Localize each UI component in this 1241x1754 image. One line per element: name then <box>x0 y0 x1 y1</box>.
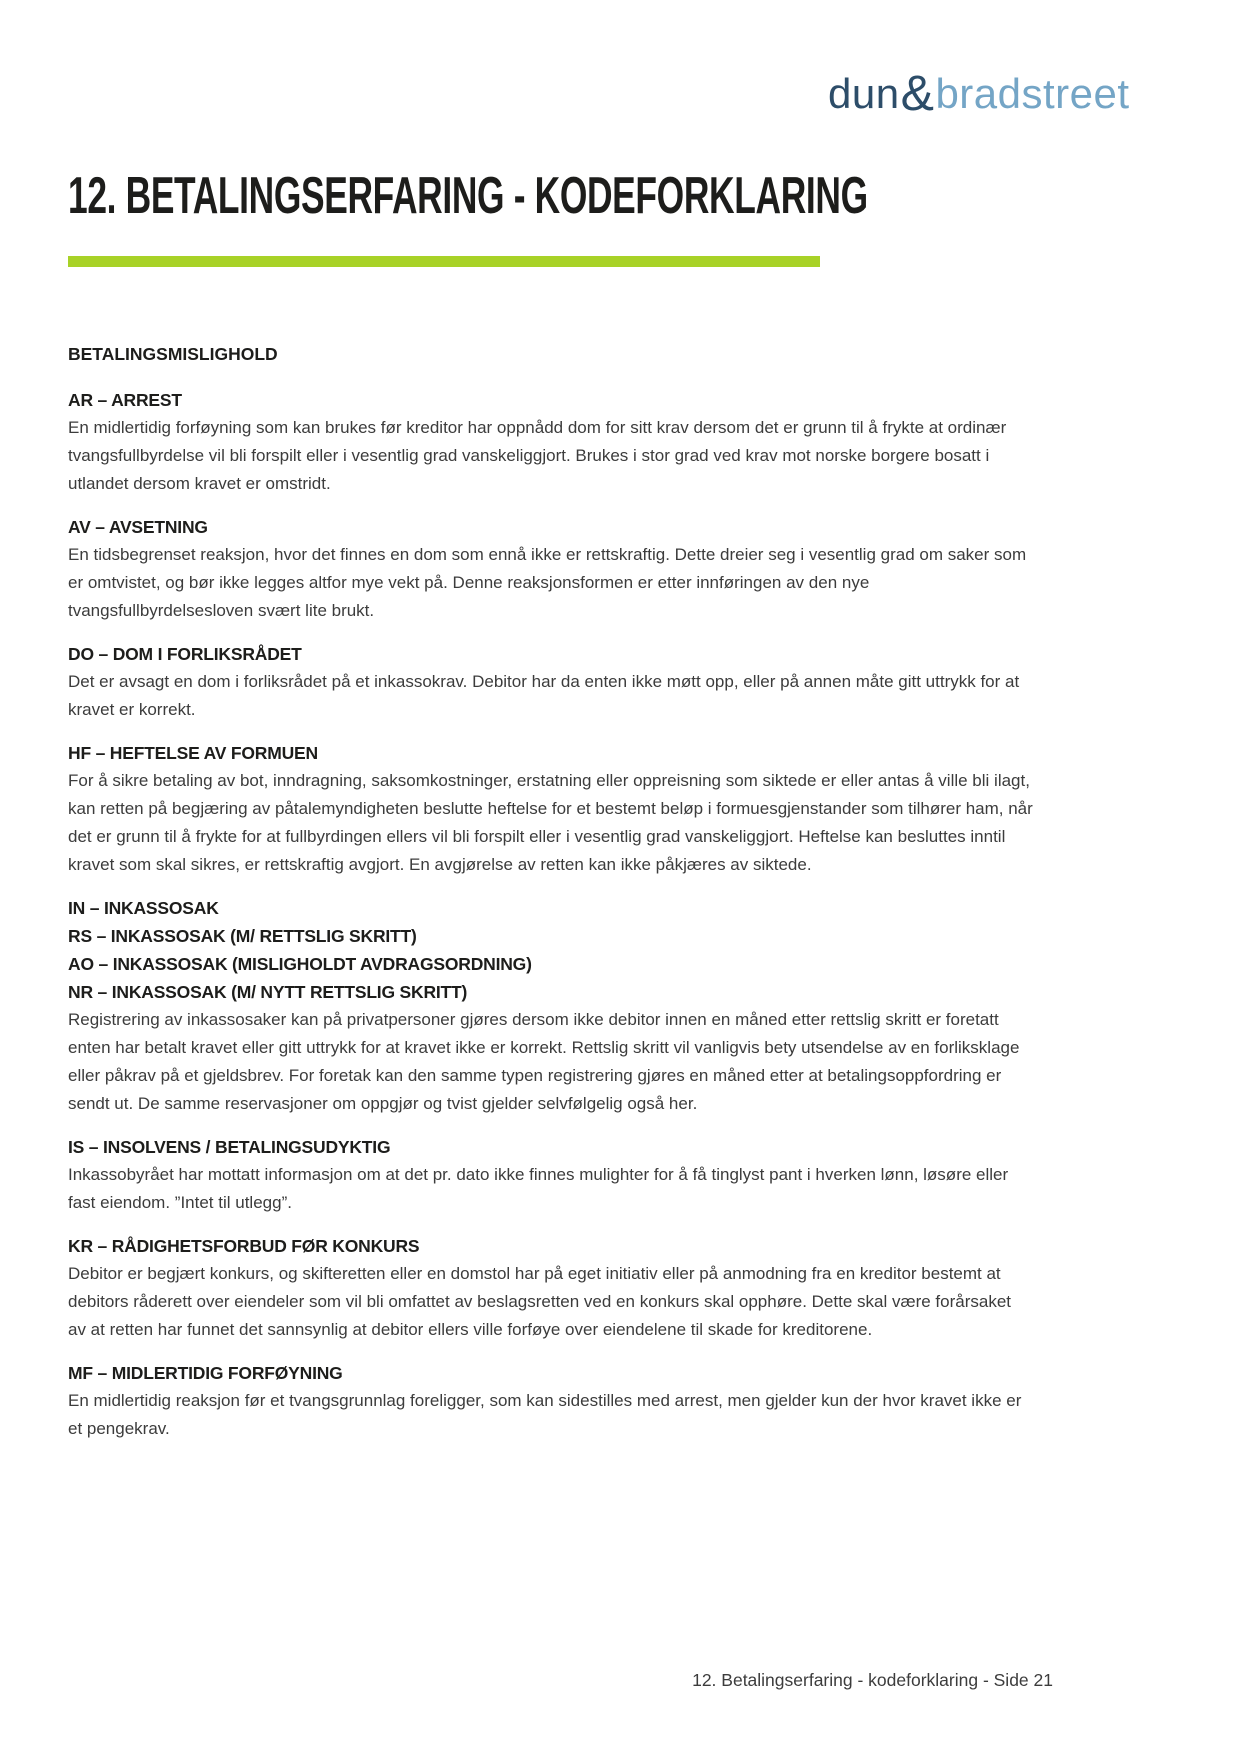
section-body: En midlertidig reaksjon før et tvangsgrunnlag foreligger, som kan sidestilles med arrest, men gjelder kun der hvor kravet ikke er et pengekrav. <box>68 1391 1022 1438</box>
section-is-insolvens <box>68 1133 1033 1217</box>
section-heading: IS – INSOLVENS / BETALINGSUDYKTIG <box>68 1137 391 1157</box>
logo-ampersand-icon: & <box>900 65 935 121</box>
section-body: Registrering av inkassosaker kan på privatpersoner gjøres dersom ikke debitor innen en måned etter rettslig skritt er foretatt enten har betalt kravet eller gitt uttrykk for at kravet ikke er korrekt. Rettslig skritt vil vanligvis bety utsendelse av en forliksklage eller påkrav på et gjeldsbrev. For foretak kan den samme typen registrering gjøres en måned etter at betalingsoppfordring er sendt ut. De samme reservasjoner om oppgjør og tvist gjelder selvfølgelig også her. <box>68 1010 1020 1113</box>
title-underline <box>68 256 820 267</box>
section-heading: AO – INKASSOSAK (MISLIGHOLDT AVDRAGSORDNING) <box>68 954 532 974</box>
section-kr-radighetsforbud <box>68 1232 1033 1344</box>
section-heading: RS – INKASSOSAK (M/ RETTSLIG SKRITT) <box>68 926 417 946</box>
section-heading: NR – INKASSOSAK (M/ NYTT RETTSLIG SKRITT) <box>68 982 468 1002</box>
section-heading: DO – DOM I FORLIKSRÅDET <box>68 644 302 664</box>
section-av-avsetning <box>68 513 1033 625</box>
section-body: En tidsbegrenset reaksjon, hvor det finnes en dom som ennå ikke er rettskraftig. Dette dreier seg i vesentlig grad om saker som er omtvistet, og bør ikke legges altfor mye vekt på. Denne reaksjonsformen er etter innføringen av den nye tvangsfullbyrdelsesloven svært lite brukt. <box>68 545 1027 620</box>
section-do-dom-i-forliksradet <box>68 640 1033 724</box>
section-heading: KR – RÅDIGHETSFORBUD FØR KONKURS <box>68 1236 420 1256</box>
document-body <box>68 340 1033 1458</box>
logo-text-dun: dun <box>828 70 900 117</box>
intro-heading: BETALINGSMISLIGHOLD <box>68 344 278 364</box>
section-heading: MF – MIDLERTIDIG FORFØYNING <box>68 1363 343 1383</box>
section-ar-arrest <box>68 386 1033 498</box>
section-heading: HF – HEFTELSE AV FORMUEN <box>68 743 318 763</box>
section-body: For å sikre betaling av bot, inndragning, saksomkostninger, erstatning eller oppreisning som siktede er eller antas å ville bli ilagt, kan retten på begjæring av påtalemyndigheten beslutte heftelse for et bestemt beløp i formuesgjenstander som tilhører ham, når det er grunn til å frykte for at fullbyrdingen ellers vil bli forspilt eller i vesentlig grad vanskeliggjort. Heftelse kan besluttes inntil kravet som skal sikres, er rettskraftig avgjort. En avgjørelse av retten kan ikke påkjæres av siktede. <box>68 771 1033 874</box>
page-footer: 12. Betalingserfaring - kodeforklaring - Side 21 <box>692 1670 1053 1690</box>
section-body: Debitor er begjært konkurs, og skifteretten eller en domstol har på eget initiativ eller på anmodning fra en kreditor bestemt at debitors råderett over eiendeler som vil bli omfattet av beslagsretten ved en konkurs skal opphøre. Dette skal være forårsaket av at retten har funnet det sannsynlig at debitor ellers ville forføye over eiendelene til skade for kreditorene. <box>68 1264 1012 1339</box>
section-heading: AR – ARREST <box>68 390 182 410</box>
section-body: En midlertidig forføyning som kan brukes før kreditor har oppnådd dom for sitt krav dersom det er grunn til å frykte at ordinær tvangsfullbyrdelse vil bli forspilt eller i vesentlig grad vanskeliggjort. Brukes i stor grad ved krav mot norske borgere bosatt i utlandet dersom kravet er omstridt. <box>68 418 1007 493</box>
page-title: 12. BETALINGSERFARING - KODEFORKLARING <box>68 167 868 225</box>
dun-and-bradstreet-logo <box>828 65 1130 121</box>
section-heading: AV – AVSETNING <box>68 517 208 537</box>
section-body: Inkassobyrået har mottatt informasjon om at det pr. dato ikke finnes mulighter for å få tinglyst pant i hverken lønn, løsøre eller fast eiendom. ”Intet til utlegg”. <box>68 1165 1009 1212</box>
section-hf-heftelse-av-formuen <box>68 739 1033 879</box>
logo-text-bradstreet: bradstreet <box>935 70 1130 117</box>
section-heading: IN – INKASSOSAK <box>68 898 219 918</box>
section-mf-midlertidig-forfoyning <box>68 1359 1033 1443</box>
section-body: Det er avsagt en dom i forliksrådet på et inkassokrav. Debitor har da enten ikke møtt opp, eller på annen måte gitt uttrykk for at kravet er korrekt. <box>68 672 1020 719</box>
section-inkassosak-codes <box>68 894 1033 1118</box>
